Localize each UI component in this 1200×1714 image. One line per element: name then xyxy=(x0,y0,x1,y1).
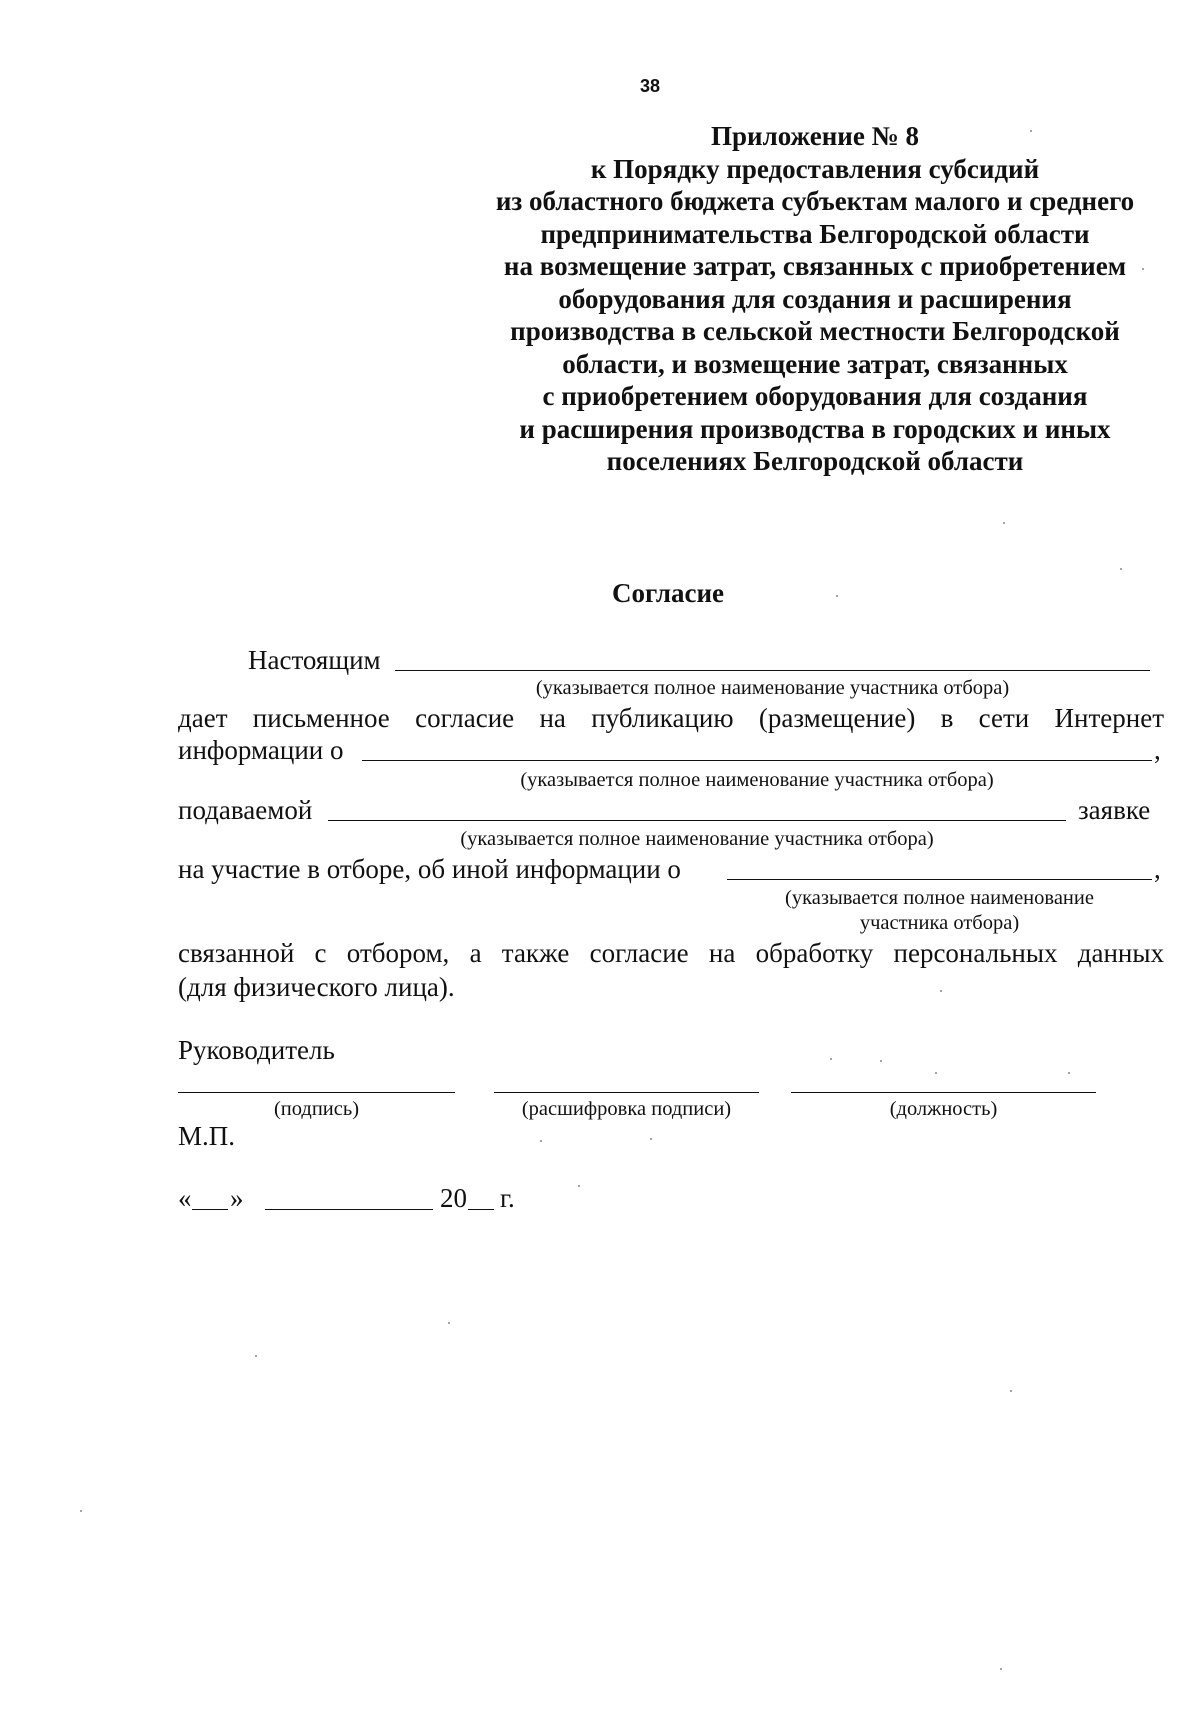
date-close-quote: » xyxy=(230,1183,244,1213)
position-field[interactable] xyxy=(791,1092,1096,1093)
page-number: 38 xyxy=(640,76,661,96)
head-label: Руководитель xyxy=(178,1035,335,1065)
signature-hint: (подпись) xyxy=(273,1098,360,1120)
hint-split-line-1: (указывается полное наименование xyxy=(785,887,1094,909)
appendix-line: и расширения производства в городских и иных xyxy=(519,413,1111,444)
body-line-5-prefix: на участие в отборе, об иной информации о xyxy=(178,854,681,884)
appendix-line: области, и возмещение затрат, связанных xyxy=(562,348,1068,379)
scan-speck xyxy=(1120,568,1122,570)
appendix-line: оборудования для создания и расширения xyxy=(558,283,1072,314)
hint-participant-2: (указывается полное наименование участника отбора) xyxy=(520,769,994,791)
scan-speck xyxy=(1068,1072,1070,1074)
body-line-3-prefix: информации о xyxy=(178,735,344,765)
date-year-prefix: 20 xyxy=(440,1183,467,1213)
body-line-1-prefix: Настоящим xyxy=(248,645,381,675)
body-line-2: дает письменное согласие на публикацию (размещение) в сети Интернет xyxy=(178,703,1164,733)
body-line-7: (для физического лица). xyxy=(178,972,455,1002)
signature-decode-hint: (расшифровка подписи) xyxy=(521,1098,732,1120)
scan-speck xyxy=(255,1355,257,1357)
scan-speck xyxy=(836,595,838,597)
position-hint: (должность) xyxy=(889,1098,998,1120)
appendix-line: из областного бюджета субъектам малого и среднего xyxy=(495,186,1135,216)
signature-decode-field[interactable] xyxy=(494,1092,759,1093)
appendix-line: на возмещение затрат, связанных с приобретением xyxy=(503,251,1127,281)
participant-name-field-2[interactable] xyxy=(362,760,1152,761)
date-open-quote: « xyxy=(178,1183,192,1213)
appendix-line: с приобретением оборудования для создания xyxy=(542,381,1088,411)
body-line-4-suffix: заявке xyxy=(1078,795,1151,825)
appendix-line: производства в сельской местности Белгородской xyxy=(510,316,1120,346)
appendix-line: Приложение № 8 xyxy=(711,121,919,151)
scan-speck xyxy=(1010,1390,1012,1392)
date-day-field[interactable] xyxy=(192,1209,228,1210)
scan-speck xyxy=(650,1138,652,1140)
date-year-suffix: г. xyxy=(500,1183,515,1213)
scan-speck xyxy=(1142,268,1144,270)
date-year-field[interactable] xyxy=(468,1209,494,1210)
appendix-header xyxy=(440,120,1190,478)
date-month-field[interactable] xyxy=(265,1209,433,1210)
hint-participant-3: (указывается полное наименование участника отбора) xyxy=(460,828,934,850)
scan-speck xyxy=(940,990,942,992)
scan-speck xyxy=(1003,522,1005,524)
document-title: Согласие xyxy=(611,578,725,608)
scan-speck xyxy=(1030,130,1032,132)
scan-speck xyxy=(540,1140,542,1142)
comma: , xyxy=(1154,854,1161,884)
signature-field[interactable] xyxy=(178,1092,455,1093)
stamp-label: М.П. xyxy=(178,1121,236,1151)
body-line-6: связанной с отбором, а также согласие на обработку персональных данных xyxy=(178,938,1164,968)
appendix-line: поселениях Белгородской области xyxy=(606,446,1024,476)
scan-speck xyxy=(80,1510,82,1512)
participant-name-field-4[interactable] xyxy=(727,879,1152,880)
body-line-4-prefix: подаваемой xyxy=(178,795,313,825)
hint-participant-1: (указывается полное наименование участника отбора) xyxy=(535,677,1010,699)
scan-speck xyxy=(935,1072,937,1074)
scan-speck xyxy=(578,1185,580,1187)
participant-name-field-1[interactable] xyxy=(395,670,1150,671)
scan-speck xyxy=(880,1060,882,1062)
participant-name-field-3[interactable] xyxy=(328,820,1066,821)
scan-speck xyxy=(448,1322,450,1324)
appendix-line: к Порядку предоставления субсидий xyxy=(590,153,1040,184)
comma: , xyxy=(1154,735,1161,765)
hint-split-line-2: участника отбора) xyxy=(859,912,1020,934)
scan-speck xyxy=(1000,1668,1002,1670)
appendix-line: предпринимательства Белгородской области xyxy=(540,218,1090,249)
scan-speck xyxy=(830,1058,832,1060)
